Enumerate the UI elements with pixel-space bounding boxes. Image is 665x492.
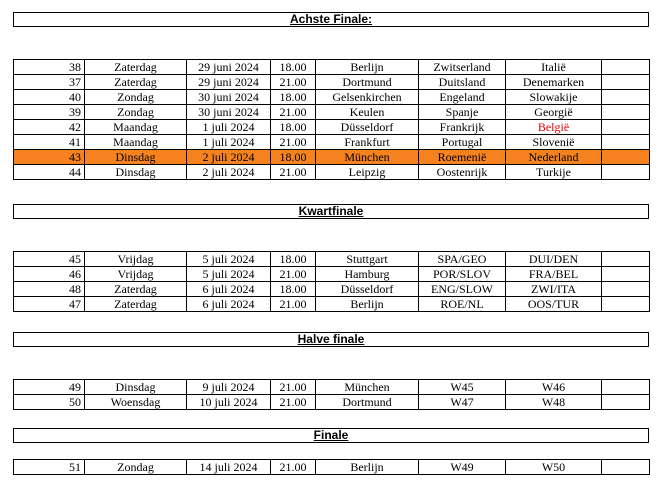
table-row xyxy=(14,297,650,312)
away-team: Slowakije xyxy=(506,90,602,105)
match-city: Dortmund xyxy=(316,75,419,90)
match-city: Hamburg xyxy=(316,267,419,282)
table-row xyxy=(14,105,650,120)
match-time: 21.00 xyxy=(271,105,316,120)
home-team: W45 xyxy=(419,380,506,395)
match-time: 21.00 xyxy=(271,75,316,90)
away-team: Nederland xyxy=(506,150,602,165)
empty-cell xyxy=(602,60,650,75)
away-team xyxy=(506,282,602,297)
home-team-text: ENG/SLOW xyxy=(431,282,493,296)
table-row xyxy=(14,282,650,297)
section-title: Halve finale xyxy=(297,332,365,346)
away-team: Denemarken xyxy=(506,75,602,90)
match-day: Vrijdag xyxy=(85,252,187,267)
home-team xyxy=(419,267,506,282)
home-team: Duitsland xyxy=(419,75,506,90)
section-header-achste-finale xyxy=(13,12,649,27)
match-date: 29 juni 2024 xyxy=(187,60,271,75)
match-number: 49 xyxy=(14,380,85,395)
match-city xyxy=(316,90,419,105)
away-team-text: FRA/BEL xyxy=(528,267,579,281)
away-team: W50 xyxy=(506,460,602,475)
empty-cell xyxy=(602,90,650,105)
home-team-text: SPA/GEO xyxy=(437,252,487,266)
match-day: Maandag xyxy=(85,120,187,135)
schedule-table-finale xyxy=(13,459,650,475)
match-number: 46 xyxy=(14,267,85,282)
match-date: 10 juli 2024 xyxy=(187,395,271,410)
match-number: 37 xyxy=(14,75,85,90)
match-time: 18.00 xyxy=(271,282,316,297)
home-team: Zwitserland xyxy=(419,60,506,75)
match-time: 18.00 xyxy=(271,252,316,267)
match-date: 30 juni 2024 xyxy=(187,90,271,105)
away-team-text: OOS/TUR xyxy=(527,297,580,311)
section-header-kwartfinale xyxy=(13,204,649,219)
home-team: Spanje xyxy=(419,105,506,120)
table-row xyxy=(14,60,650,75)
match-date: 2 juli 2024 xyxy=(187,165,271,180)
away-team xyxy=(506,297,602,312)
match-city: Berlijn xyxy=(316,297,419,312)
empty-cell xyxy=(602,380,650,395)
match-city: Berlijn xyxy=(316,60,419,75)
match-number: 42 xyxy=(14,120,85,135)
home-team xyxy=(419,282,506,297)
match-city-text: Leipzig xyxy=(348,165,386,179)
empty-cell xyxy=(602,150,650,165)
section-title: Achste Finale: xyxy=(289,12,373,26)
match-number: 47 xyxy=(14,297,85,312)
home-team: Portugal xyxy=(419,135,506,150)
schedule-table-halve-finale xyxy=(13,379,650,410)
match-city: Frankfurt xyxy=(316,135,419,150)
home-team: Oostenrijk xyxy=(419,165,506,180)
section-header-finale xyxy=(13,428,649,443)
match-city: Berlijn xyxy=(316,460,419,475)
table-row xyxy=(14,395,650,410)
match-date: 5 juli 2024 xyxy=(187,267,271,282)
away-team: Slovenië xyxy=(506,135,602,150)
match-number: 38 xyxy=(14,60,85,75)
match-city-text: Gelsenkirchen xyxy=(332,90,402,104)
match-time: 18.00 xyxy=(271,120,316,135)
away-team xyxy=(506,252,602,267)
home-team: Engeland xyxy=(419,90,506,105)
away-team: Georgië xyxy=(506,105,602,120)
table-row xyxy=(14,75,650,90)
match-time: 21.00 xyxy=(271,380,316,395)
match-time: 21.00 xyxy=(271,395,316,410)
match-date: 2 juli 2024 xyxy=(187,150,271,165)
match-time: 21.00 xyxy=(271,297,316,312)
empty-cell xyxy=(602,282,650,297)
match-city: Stuttgart xyxy=(316,252,419,267)
match-number: 50 xyxy=(14,395,85,410)
schedule-table-achste-finale xyxy=(13,59,650,180)
match-time: 18.00 xyxy=(271,90,316,105)
match-day: Zondag xyxy=(85,105,187,120)
match-date: 29 juni 2024 xyxy=(187,75,271,90)
match-day: Zondag xyxy=(85,90,187,105)
match-city xyxy=(316,165,419,180)
match-city: Düsseldorf xyxy=(316,120,419,135)
match-day: Dinsdag xyxy=(85,165,187,180)
home-team xyxy=(419,252,506,267)
away-team-text: DUI/DEN xyxy=(528,252,579,266)
table-row xyxy=(14,90,650,105)
home-team: Roemenië xyxy=(419,150,506,165)
table-row xyxy=(14,460,650,475)
table-row xyxy=(14,252,650,267)
match-city: Dortmund xyxy=(316,395,419,410)
match-date: 6 juli 2024 xyxy=(187,282,271,297)
table-row xyxy=(14,165,650,180)
match-number: 48 xyxy=(14,282,85,297)
table-row xyxy=(14,267,650,282)
match-city: München xyxy=(316,380,419,395)
match-day: Maandag xyxy=(85,135,187,150)
match-day: Dinsdag xyxy=(85,380,187,395)
table-row xyxy=(14,380,650,395)
home-team: W47 xyxy=(419,395,506,410)
match-date: 9 juli 2024 xyxy=(187,380,271,395)
section-header-halve-finale xyxy=(13,332,649,347)
match-day: Dinsdag xyxy=(85,150,187,165)
empty-cell xyxy=(602,252,650,267)
match-time: 21.00 xyxy=(271,165,316,180)
match-number: 43 xyxy=(14,150,85,165)
home-team-text: POR/SLOV xyxy=(432,267,491,281)
match-day: Zondag xyxy=(85,460,187,475)
empty-cell xyxy=(602,395,650,410)
schedule-table-kwartfinale xyxy=(13,251,650,312)
match-date: 30 juni 2024 xyxy=(187,105,271,120)
away-team: België xyxy=(506,120,602,135)
home-team-text: ROE/NL xyxy=(440,297,484,311)
match-city: Düsseldorf xyxy=(316,282,419,297)
match-day: Zaterdag xyxy=(85,60,187,75)
match-time: 21.00 xyxy=(271,460,316,475)
empty-cell xyxy=(602,165,650,180)
empty-cell xyxy=(602,297,650,312)
empty-cell xyxy=(602,105,650,120)
away-team-text: ZWI/ITA xyxy=(530,282,577,296)
match-date: 1 juli 2024 xyxy=(187,120,271,135)
match-time: 21.00 xyxy=(271,135,316,150)
away-team xyxy=(506,267,602,282)
match-date: 6 juli 2024 xyxy=(187,297,271,312)
empty-cell xyxy=(602,120,650,135)
match-time: 21.00 xyxy=(271,267,316,282)
empty-cell xyxy=(602,267,650,282)
section-title: Finale xyxy=(313,428,349,442)
match-day: Zaterdag xyxy=(85,297,187,312)
match-number: 45 xyxy=(14,252,85,267)
match-date: 1 juli 2024 xyxy=(187,135,271,150)
match-day: Zaterdag xyxy=(85,75,187,90)
table-row-highlighted xyxy=(14,150,650,165)
match-date: 14 juli 2024 xyxy=(187,460,271,475)
section-title: Kwartfinale xyxy=(298,204,364,218)
match-number: 41 xyxy=(14,135,85,150)
match-day: Woensdag xyxy=(85,395,187,410)
table-row xyxy=(14,135,650,150)
match-number: 51 xyxy=(14,460,85,475)
empty-cell xyxy=(602,460,650,475)
match-time: 18.00 xyxy=(271,150,316,165)
match-time: 18.00 xyxy=(271,60,316,75)
empty-cell xyxy=(602,135,650,150)
table-row xyxy=(14,120,650,135)
match-date: 5 juli 2024 xyxy=(187,252,271,267)
match-city: Keulen xyxy=(316,105,419,120)
home-team: W49 xyxy=(419,460,506,475)
match-number: 39 xyxy=(14,105,85,120)
away-team: W48 xyxy=(506,395,602,410)
away-team: Turkije xyxy=(506,165,602,180)
home-team xyxy=(419,297,506,312)
match-number: 44 xyxy=(14,165,85,180)
match-city: München xyxy=(316,150,419,165)
match-day: Zaterdag xyxy=(85,282,187,297)
home-team: Frankrijk xyxy=(419,120,506,135)
match-number: 40 xyxy=(14,90,85,105)
match-day: Vrijdag xyxy=(85,267,187,282)
away-team: W46 xyxy=(506,380,602,395)
empty-cell xyxy=(602,75,650,90)
away-team: Italië xyxy=(506,60,602,75)
